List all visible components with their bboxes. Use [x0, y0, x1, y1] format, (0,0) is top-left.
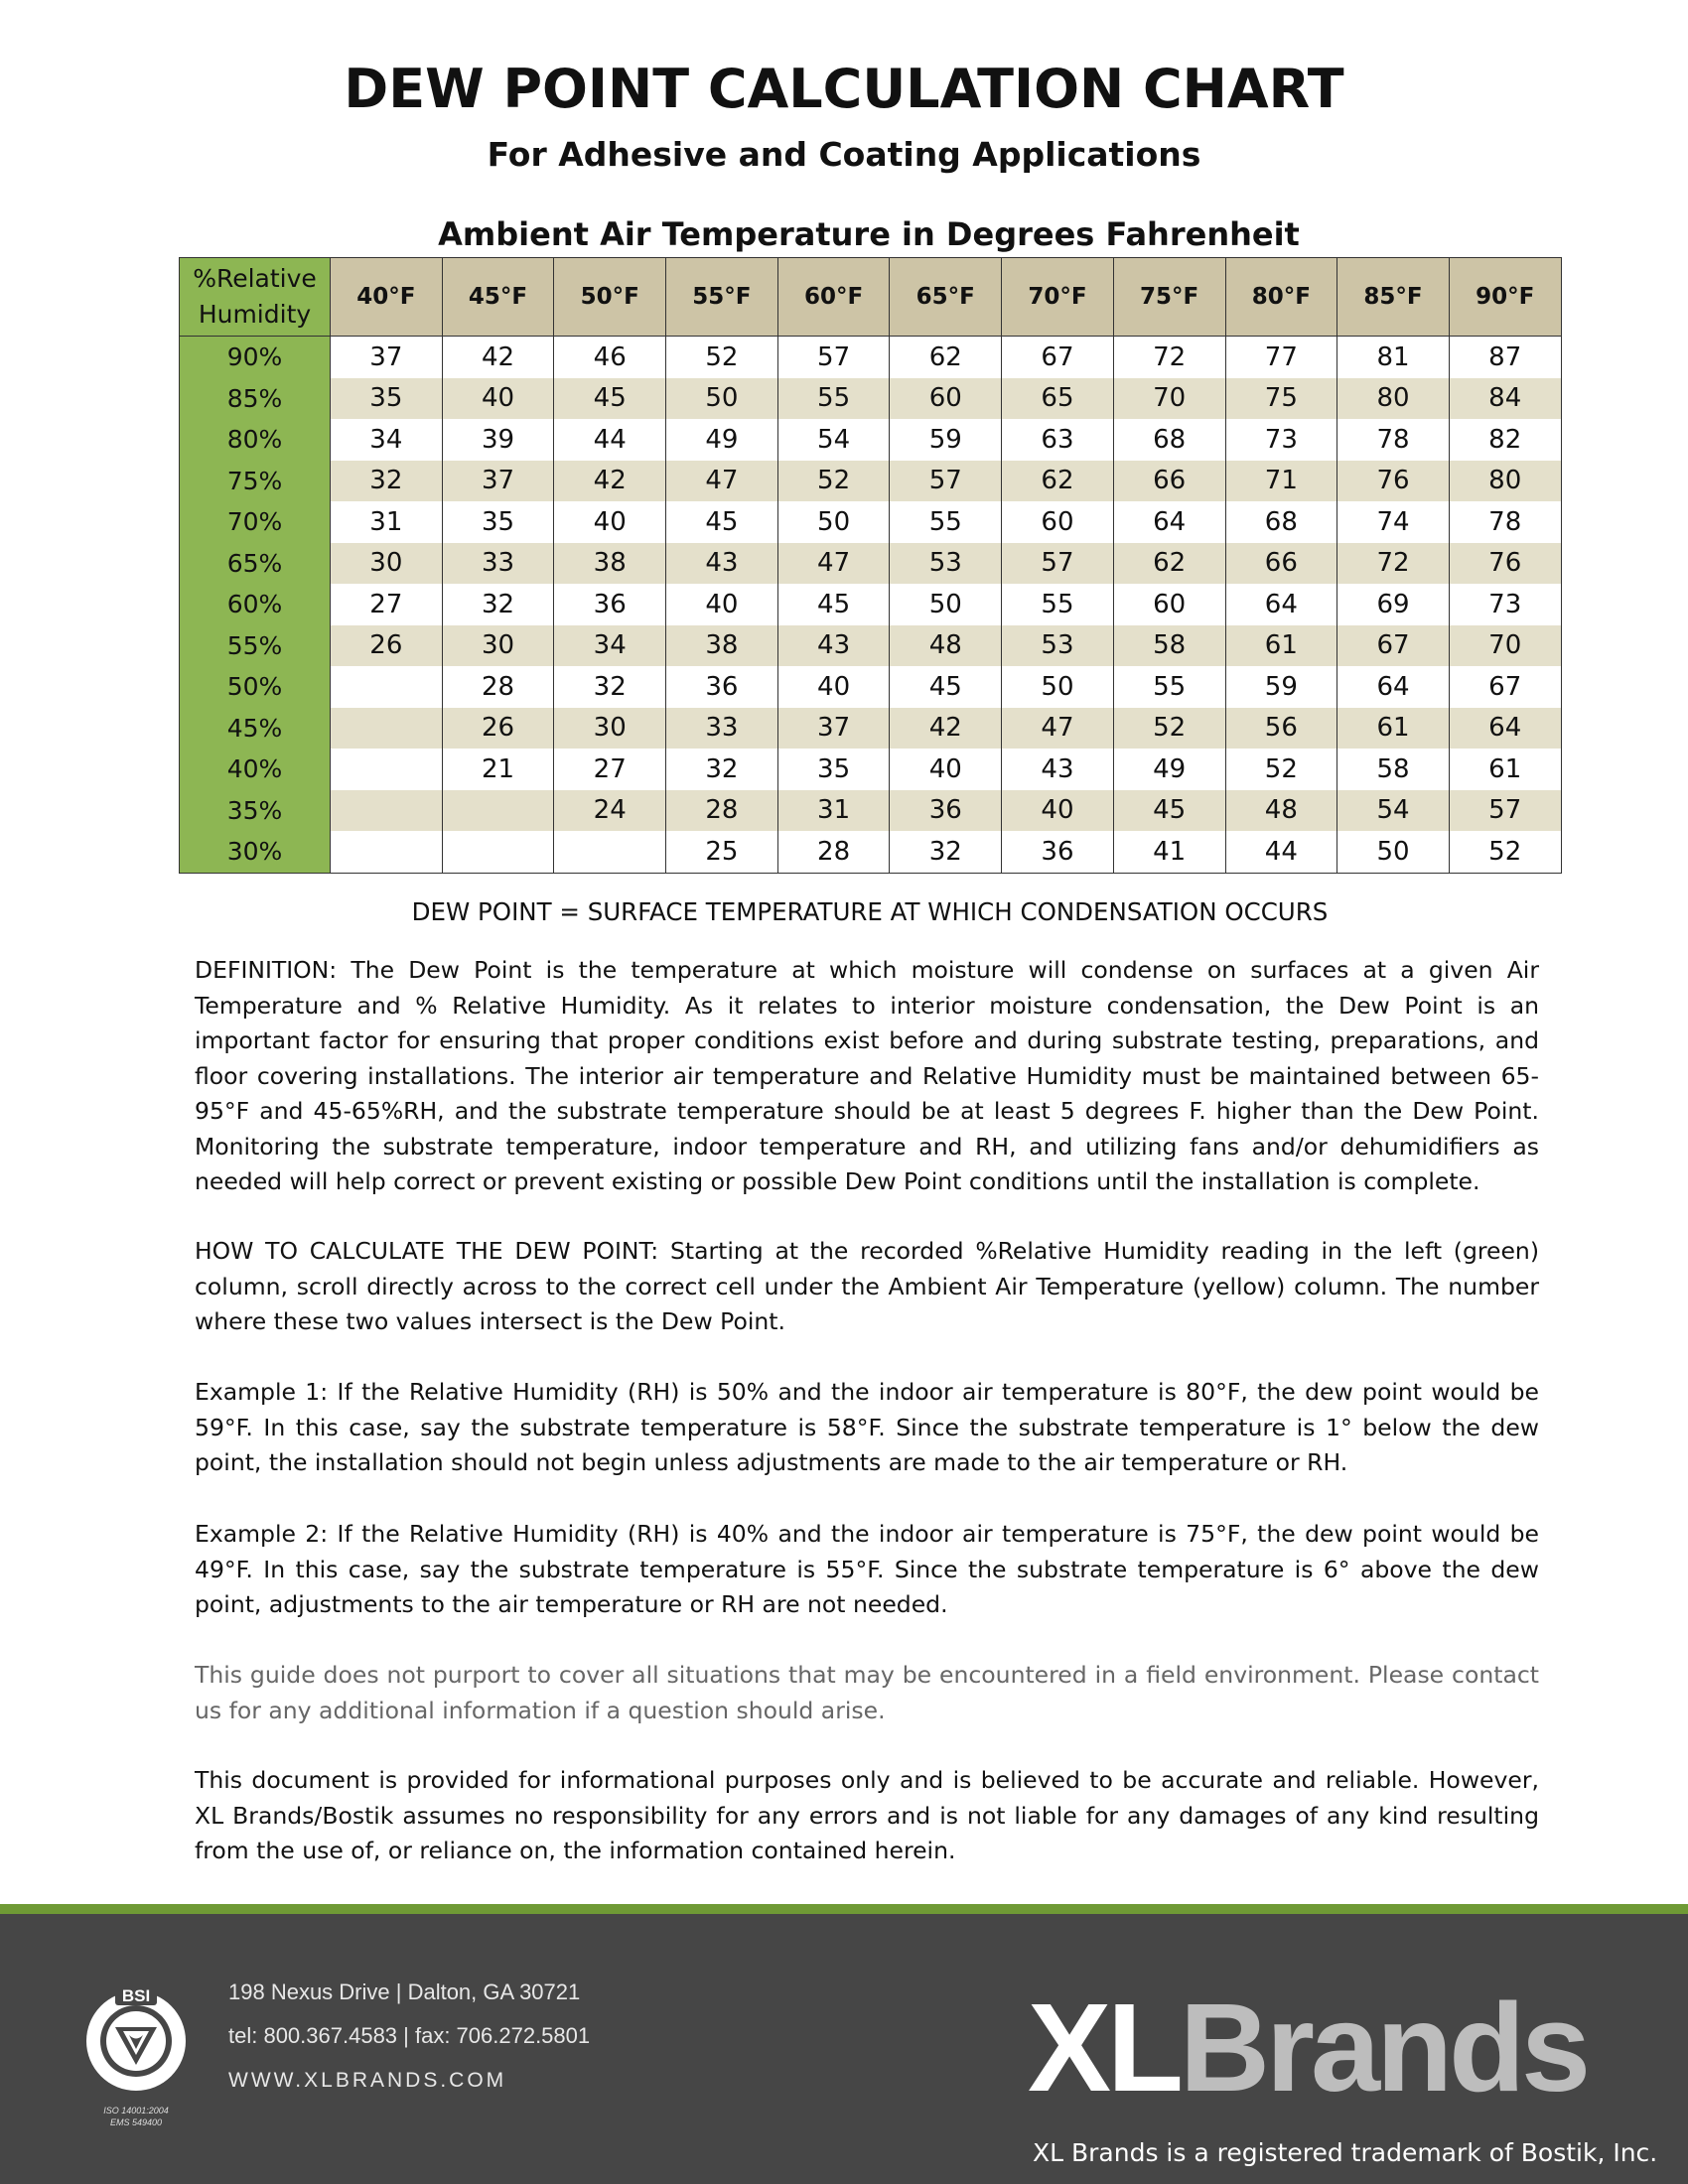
logo-xl-text: XL	[1028, 1978, 1181, 2117]
dew-point-cell: 61	[1449, 749, 1561, 790]
temp-column-header: 45°F	[442, 258, 554, 337]
dew-point-cell: 55	[890, 501, 1002, 543]
temp-column-header: 65°F	[890, 258, 1002, 337]
dew-point-cell: 40	[890, 749, 1002, 790]
dew-point-cell: 74	[1337, 501, 1450, 543]
dew-point-cell: 52	[1113, 708, 1225, 750]
dew-point-cell: 60	[1113, 584, 1225, 625]
dew-point-cell: 62	[1002, 461, 1114, 502]
temp-column-header: 60°F	[777, 258, 890, 337]
dew-point-cell: 68	[1113, 419, 1225, 461]
dew-point-cell: 64	[1225, 584, 1337, 625]
dew-point-cell: 61	[1225, 625, 1337, 667]
dew-point-cell: 24	[554, 790, 666, 832]
table-row	[180, 461, 1562, 502]
dew-point-cell: 26	[442, 708, 554, 750]
dew-point-cell: 44	[1225, 831, 1337, 873]
dew-point-cell: 70	[1449, 625, 1561, 667]
dew-point-cell: 80	[1449, 461, 1561, 502]
dew-point-cell: 47	[666, 461, 778, 502]
dew-point-cell: 59	[890, 419, 1002, 461]
bsi-cert-line-1: ISO 14001:2004	[103, 2106, 169, 2116]
dew-point-cell: 32	[331, 461, 443, 502]
dew-point-cell: 28	[777, 831, 890, 873]
logo-brands-text: Brands	[1180, 1978, 1588, 2117]
dew-point-cell: 78	[1449, 501, 1561, 543]
rh-cell: 85%	[180, 378, 331, 420]
temp-column-header: 80°F	[1225, 258, 1337, 337]
rh-cell: 90%	[180, 337, 331, 378]
bsi-label: BSI	[121, 1986, 151, 2005]
dew-point-cell: 82	[1449, 419, 1561, 461]
dew-point-cell: 52	[777, 461, 890, 502]
dew-point-cell: 73	[1225, 419, 1337, 461]
footer-address: 198 Nexus Drive | Dalton, GA 30721	[228, 1979, 581, 2004]
footer-accent-rule	[0, 1904, 1688, 1914]
dew-point-cell: 26	[331, 625, 443, 667]
example-1-paragraph: Example 1: If the Relative Humidity (RH) is 50% and the indoor air temperature is 80°F, the dew point would be 59°F. In this case, say the substrate temperature is 58°F. Since the substrate temperature is 1° below the dew point, the installation should not begin unless adjustments are made to the air temperature or RH.	[195, 1378, 1539, 1476]
dew-point-cell: 27	[331, 584, 443, 625]
rh-cell: 80%	[180, 419, 331, 461]
table-row	[180, 378, 1562, 420]
table-caption: DEW POINT = SURFACE TEMPERATURE AT WHICH CONDENSATION OCCURS	[411, 897, 1329, 926]
rh-column-header: %Relative Humidity	[180, 258, 331, 337]
rh-cell: 30%	[180, 831, 331, 873]
dew-point-cell: 73	[1449, 584, 1561, 625]
dew-point-cell: 28	[442, 666, 554, 708]
dew-point-cell: 30	[554, 708, 666, 750]
dew-point-cell: 44	[554, 419, 666, 461]
page-title: DEW POINT CALCULATION CHART	[344, 58, 1344, 120]
dew-point-cell: 32	[442, 584, 554, 625]
dew-point-cell: 81	[1337, 337, 1450, 378]
dew-point-cell: 40	[554, 501, 666, 543]
guide-note-paragraph: This guide does not purport to cover all situations that may be encountered in a field environment. Please contact us for any additional information if a question should arise.	[195, 1661, 1539, 1724]
dew-point-cell: 60	[1002, 501, 1114, 543]
dew-point-cell: 50	[1002, 666, 1114, 708]
dew-point-cell: 38	[554, 543, 666, 585]
dew-point-cell	[331, 749, 443, 790]
temp-column-header: 90°F	[1449, 258, 1561, 337]
dew-point-cell	[442, 831, 554, 873]
rh-cell: 50%	[180, 666, 331, 708]
table-heading: Ambient Air Temperature in Degrees Fahrenheit	[438, 215, 1300, 253]
dew-point-cell: 31	[777, 790, 890, 832]
table-row	[180, 501, 1562, 543]
dew-point-cell: 59	[1225, 666, 1337, 708]
dew-point-cell: 47	[777, 543, 890, 585]
rh-cell: 55%	[180, 625, 331, 667]
dew-point-cell: 49	[1113, 749, 1225, 790]
dew-point-cell: 62	[1113, 543, 1225, 585]
dew-point-cell: 37	[331, 337, 443, 378]
dew-point-cell: 45	[554, 378, 666, 420]
dew-point-cell: 63	[1002, 419, 1114, 461]
table-row	[180, 749, 1562, 790]
temp-column-header: 70°F	[1002, 258, 1114, 337]
dew-point-cell: 37	[442, 461, 554, 502]
dew-point-cell: 72	[1337, 543, 1450, 585]
dew-point-cell: 64	[1113, 501, 1225, 543]
dew-point-cell: 67	[1449, 666, 1561, 708]
bsi-kitemark-icon	[81, 1979, 191, 2148]
xl-brands-logo	[1028, 1978, 1588, 2117]
dew-point-cell: 45	[777, 584, 890, 625]
dew-point-cell: 42	[554, 461, 666, 502]
dew-point-cell: 84	[1449, 378, 1561, 420]
example-2-paragraph: Example 2: If the Relative Humidity (RH) is 40% and the indoor air temperature is 75°F, the dew point would be 49°F. In this case, say the substrate temperature is 55°F. Since the substrate temperature is 6° above the dew point, adjustments to the air temperature or RH are not needed.	[195, 1520, 1539, 1618]
table-row	[180, 543, 1562, 585]
dew-point-cell: 65	[1002, 378, 1114, 420]
dew-point-cell: 43	[777, 625, 890, 667]
dew-point-cell: 45	[666, 501, 778, 543]
dew-point-cell: 36	[554, 584, 666, 625]
dew-point-cell: 75	[1225, 378, 1337, 420]
dew-point-cell: 45	[1113, 790, 1225, 832]
dew-point-cell: 34	[331, 419, 443, 461]
dew-point-cell: 69	[1337, 584, 1450, 625]
dew-point-cell: 60	[890, 378, 1002, 420]
table-row	[180, 419, 1562, 461]
dew-point-cell: 55	[777, 378, 890, 420]
dew-point-cell: 53	[1002, 625, 1114, 667]
dew-point-cell: 30	[442, 625, 554, 667]
bsi-cert-line-2: EMS 549400	[109, 2117, 163, 2127]
dew-point-cell: 52	[1225, 749, 1337, 790]
dew-point-cell: 30	[331, 543, 443, 585]
dew-point-cell: 54	[777, 419, 890, 461]
dew-point-cell	[554, 831, 666, 873]
dew-point-cell: 87	[1449, 337, 1561, 378]
dew-point-cell: 33	[442, 543, 554, 585]
page-subtitle: For Adhesive and Coating Applications	[487, 135, 1201, 174]
dew-point-cell: 61	[1337, 708, 1450, 750]
dew-point-cell	[331, 666, 443, 708]
dew-point-cell: 57	[777, 337, 890, 378]
dew-point-cell: 40	[442, 378, 554, 420]
dew-point-cell: 68	[1225, 501, 1337, 543]
trademark-notice: XL Brands is a registered trademark of Bostik, Inc.	[1033, 2138, 1658, 2167]
dew-point-cell: 76	[1449, 543, 1561, 585]
dew-point-cell: 77	[1225, 337, 1337, 378]
dew-point-cell	[442, 790, 554, 832]
dew-point-cell: 62	[890, 337, 1002, 378]
dew-point-cell: 32	[890, 831, 1002, 873]
dew-point-cell: 42	[442, 337, 554, 378]
dew-point-cell: 64	[1337, 666, 1450, 708]
table-row	[180, 666, 1562, 708]
definition-paragraph: DEFINITION: The Dew Point is the temperature at which moisture will condense on surfaces at a given Air Temperature and % Relative Humidity. As it relates to interior moisture condensation, the Dew Point is an important factor for ensuring that proper conditions exist before and during substrate testing, preparations, and floor covering installations. The interior air temperature and Relative Humidity must be maintained between 65-95°F and 45-65%RH, and the substrate temperature should be at least 5 degrees F. higher than the Dew Point. Monitoring the substrate temperature, indoor temperature and RH, and utilizing fans and/or dehumidifiers as needed will help correct or prevent existing or possible Dew Point conditions until the installation is complete.	[195, 956, 1539, 1195]
dew-point-cell: 52	[1449, 831, 1561, 873]
dew-point-cell: 39	[442, 419, 554, 461]
rh-cell: 60%	[180, 584, 331, 625]
dew-point-cell: 42	[890, 708, 1002, 750]
dew-point-cell: 36	[890, 790, 1002, 832]
dew-point-cell: 54	[1337, 790, 1450, 832]
dew-point-cell: 32	[666, 749, 778, 790]
dew-point-cell: 36	[1002, 831, 1114, 873]
table-header-row	[180, 258, 1562, 337]
dew-point-cell: 37	[777, 708, 890, 750]
dew-point-cell: 67	[1337, 625, 1450, 667]
dew-point-cell	[331, 708, 443, 750]
dew-point-cell: 55	[1002, 584, 1114, 625]
dew-point-cell: 35	[442, 501, 554, 543]
dew-point-cell: 34	[554, 625, 666, 667]
dew-point-cell: 70	[1113, 378, 1225, 420]
dew-point-cell: 28	[666, 790, 778, 832]
dew-point-cell: 40	[666, 584, 778, 625]
dew-point-cell: 47	[1002, 708, 1114, 750]
temp-column-header: 85°F	[1337, 258, 1450, 337]
dew-point-cell: 66	[1113, 461, 1225, 502]
dew-point-cell: 55	[1113, 666, 1225, 708]
rh-cell: 45%	[180, 708, 331, 750]
temp-column-header: 55°F	[666, 258, 778, 337]
dew-point-cell: 56	[1225, 708, 1337, 750]
table-row	[180, 790, 1562, 832]
dew-point-cell: 27	[554, 749, 666, 790]
table-row	[180, 831, 1562, 873]
dew-point-cell: 58	[1337, 749, 1450, 790]
bsi-certification-logo	[81, 1979, 191, 2148]
footer-phone: tel: 800.367.4583 | fax: 706.272.5801	[228, 2023, 591, 2048]
dew-point-cell	[331, 831, 443, 873]
rh-cell: 75%	[180, 461, 331, 502]
rh-cell: 65%	[180, 543, 331, 585]
dew-point-cell: 78	[1337, 419, 1450, 461]
dew-point-cell: 40	[777, 666, 890, 708]
dew-point-cell: 64	[1449, 708, 1561, 750]
dew-point-table	[179, 257, 1562, 874]
dew-point-cell: 45	[890, 666, 1002, 708]
dew-point-cell: 48	[890, 625, 1002, 667]
dew-point-cell: 41	[1113, 831, 1225, 873]
dew-point-cell: 32	[554, 666, 666, 708]
dew-point-cell: 50	[890, 584, 1002, 625]
temp-column-header: 75°F	[1113, 258, 1225, 337]
dew-point-cell: 49	[666, 419, 778, 461]
dew-point-cell: 33	[666, 708, 778, 750]
dew-point-cell: 25	[666, 831, 778, 873]
dew-point-cell: 71	[1225, 461, 1337, 502]
dew-point-cell: 48	[1225, 790, 1337, 832]
rh-cell: 40%	[180, 749, 331, 790]
temp-column-header: 50°F	[554, 258, 666, 337]
dew-point-cell: 36	[666, 666, 778, 708]
dew-point-cell: 58	[1113, 625, 1225, 667]
dew-point-cell: 35	[331, 378, 443, 420]
table-row	[180, 625, 1562, 667]
table-body	[180, 337, 1562, 874]
dew-point-cell: 57	[1002, 543, 1114, 585]
dew-point-cell: 35	[777, 749, 890, 790]
dew-point-cell: 80	[1337, 378, 1450, 420]
dew-point-cell: 76	[1337, 461, 1450, 502]
dew-point-cell: 50	[777, 501, 890, 543]
rh-cell: 70%	[180, 501, 331, 543]
dew-point-cell: 43	[1002, 749, 1114, 790]
table-row	[180, 584, 1562, 625]
dew-point-cell: 52	[666, 337, 778, 378]
dew-point-cell: 67	[1002, 337, 1114, 378]
footer	[0, 1914, 1688, 2184]
dew-point-cell: 50	[666, 378, 778, 420]
dew-point-cell: 31	[331, 501, 443, 543]
disclaimer-paragraph: This document is provided for informational purposes only and is believed to be accurate and reliable. However, XL Brands/Bostik assumes no responsibility for any errors and is not liable for any damages of any kind resulting from the use of, or reliance on, the information contained herein.	[195, 1766, 1539, 1864]
table-row	[180, 337, 1562, 378]
dew-point-cell: 53	[890, 543, 1002, 585]
dew-point-cell: 72	[1113, 337, 1225, 378]
rh-cell: 35%	[180, 790, 331, 832]
dew-point-cell: 57	[1449, 790, 1561, 832]
dew-point-cell: 21	[442, 749, 554, 790]
dew-point-cell: 57	[890, 461, 1002, 502]
dew-point-cell	[331, 790, 443, 832]
dew-point-cell: 40	[1002, 790, 1114, 832]
how-to-paragraph: HOW TO CALCULATE THE DEW POINT: Starting at the recorded %Relative Humidity reading in the left (green) column, scroll directly across to the correct cell under the Ambient Air Temperature (yellow) column. The number where these two values intersect is the Dew Point.	[195, 1237, 1539, 1335]
table-row	[180, 708, 1562, 750]
temp-column-header: 40°F	[331, 258, 443, 337]
footer-website[interactable]: WWW.XLBRANDS.COM	[228, 2069, 507, 2092]
dew-point-cell: 43	[666, 543, 778, 585]
dew-point-cell: 38	[666, 625, 778, 667]
dew-point-cell: 46	[554, 337, 666, 378]
dew-point-cell: 66	[1225, 543, 1337, 585]
dew-point-cell: 50	[1337, 831, 1450, 873]
